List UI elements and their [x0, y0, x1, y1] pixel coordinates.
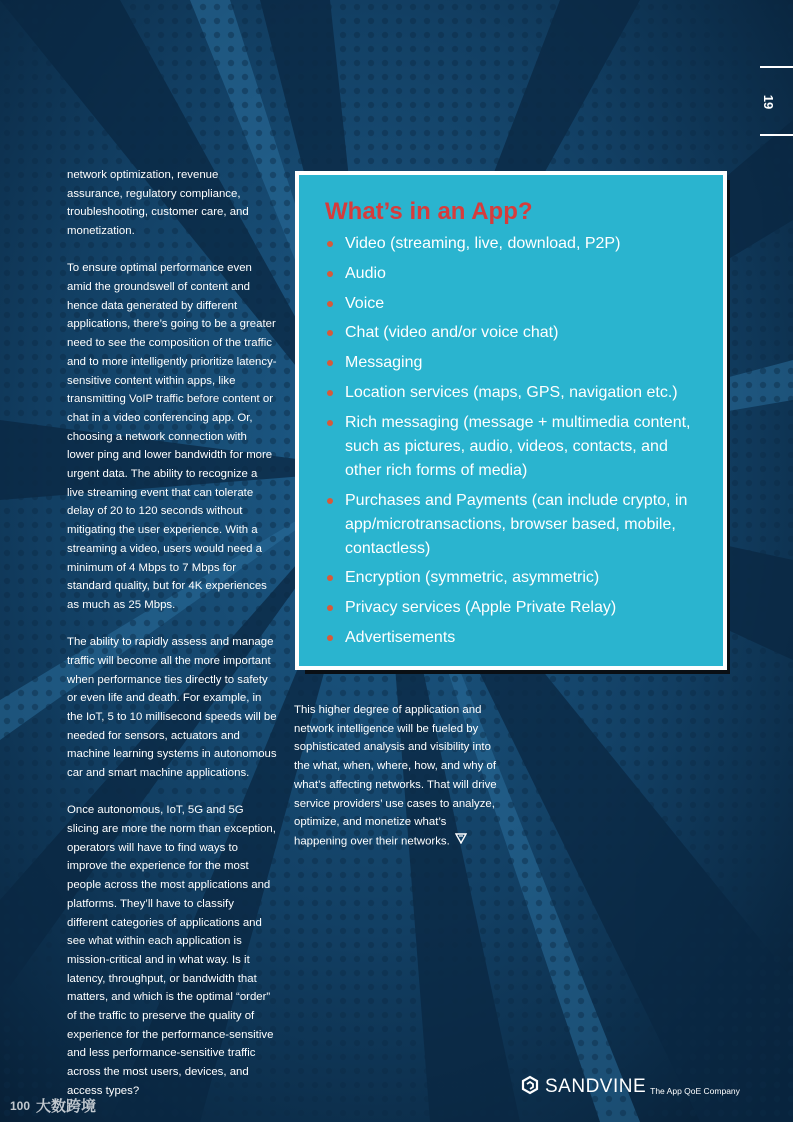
right-column — [294, 701, 499, 851]
list-item-text: Location services (maps, GPS, navigation etc.) — [345, 383, 678, 401]
body-paragraph-text: This higher degree of application and network intelligence will be fueled by sophisticated analysis and visibility into the what, when, where, how, and why of what’s affecting networks. That will drive service providers’ use cases to analyze, optimize, and monetize what’s happening over their networks. — [294, 704, 497, 848]
bullet-icon — [327, 330, 333, 336]
list-item — [325, 321, 705, 345]
bullet-icon — [327, 301, 333, 307]
bullet-icon — [327, 420, 333, 426]
brand-tagline: The App QoE Company — [650, 1085, 740, 1096]
list-item-text: Encryption (symmetric, asymmetric) — [345, 569, 600, 587]
bullet-icon — [327, 390, 333, 396]
body-paragraph: network optimization, revenue assurance, regulatory compliance, troubleshooting, customer care, and monetization. — [67, 169, 249, 238]
watermark-text: 大数跨境 — [36, 1098, 97, 1115]
watermark — [10, 1095, 96, 1116]
list-item-text: Video (streaming, live, download, P2P) — [345, 235, 621, 252]
body-paragraph: To ensure optimal performance even amid the groundswell of content and hence data generated by different applications, there’s going to be a greater need to see the composition of the traffic and to more intelligently prioritize latency-sensitive content within apps, like transmitting VoIP traffic before content or chat in a video conferencing app. Or, choosing a network connection with lower ping and lower bandwidth for more urgent data. The ability to recognize a live streaming event that can tolerate delay of 20 to 120 seconds without mitigating the user experience. With a streaming a video, users would need a minimum of 4 Mbps to 7 Mbps for standard quality, but for 4K experiences as much as 25 Mbps. — [67, 262, 277, 611]
list-item — [325, 232, 705, 256]
sandvine-brand — [521, 1075, 740, 1099]
list-item — [325, 489, 705, 561]
body-paragraph: The ability to rapidly assess and manage traffic will become all the more important when performance ties directly to safety or even life and death. For example, in the IoT, 5 to 10 millisecond speeds will be needed for sensors, actuators and machine learning systems in autonomous car and smart machine applications. — [67, 636, 277, 780]
bullet-icon — [327, 360, 333, 366]
list-item-text: Audio — [345, 264, 386, 282]
end-of-article-icon — [455, 832, 467, 851]
brand-name: SANDVINE — [545, 1076, 647, 1097]
bullet-icon — [327, 575, 333, 581]
bullet-icon — [327, 605, 333, 611]
list-item — [325, 411, 705, 483]
sidebar-title: What’s in an App? — [325, 198, 533, 225]
bullet-icon — [327, 635, 333, 641]
top-rule — [760, 66, 793, 68]
page-number: 19 — [761, 94, 776, 110]
list-item — [325, 596, 705, 620]
list-item-text: Advertisements — [345, 628, 456, 646]
sandvine-logo-icon — [521, 1075, 539, 1100]
bullet-icon — [327, 498, 333, 504]
bullet-icon — [327, 271, 333, 277]
bullet-icon — [327, 241, 333, 247]
list-item — [325, 626, 705, 650]
list-item — [325, 381, 705, 405]
list-item — [325, 351, 705, 375]
watermark-mark: 100 — [10, 1098, 31, 1113]
list-item — [325, 292, 705, 316]
list-item — [325, 566, 705, 590]
bottom-rule — [760, 134, 793, 136]
list-item-text: Messaging — [345, 354, 423, 372]
list-item-text: Voice — [345, 294, 385, 312]
body-paragraph: Once autonomous, IoT, 5G and 5G slicing are more the norm than exception, operators will have to find ways to improve the experience for the most people across the most applications and platforms. They’ll have to classify different categories of applications and see what within each application is mission-critical and in what way. Is it latency, throughput, or bandwidth that matters, and which is the optimal “order” of the traffic to preserve the quality of experience for the performance-sensitive and less performance-sensitive traffic across the most users, devices, and access types? — [67, 804, 276, 1097]
body-paragraph — [294, 701, 499, 851]
list-item-text: Rich messaging (message + multimedia content, such as pictures, audio, videos, contacts, and other rich forms of media) — [345, 413, 691, 479]
sidebar-box — [295, 171, 727, 670]
list-item-text: Privacy services (Apple Private Relay) — [345, 599, 617, 617]
sidebar-list — [325, 232, 705, 656]
list-item-text: Chat (video and/or voice chat) — [345, 324, 559, 342]
list-item-text: Purchases and Payments (can include crypto, in app/microtransactions, browser based, mobile, contactless) — [345, 491, 688, 557]
left-column — [67, 166, 277, 1119]
list-item — [325, 262, 705, 286]
